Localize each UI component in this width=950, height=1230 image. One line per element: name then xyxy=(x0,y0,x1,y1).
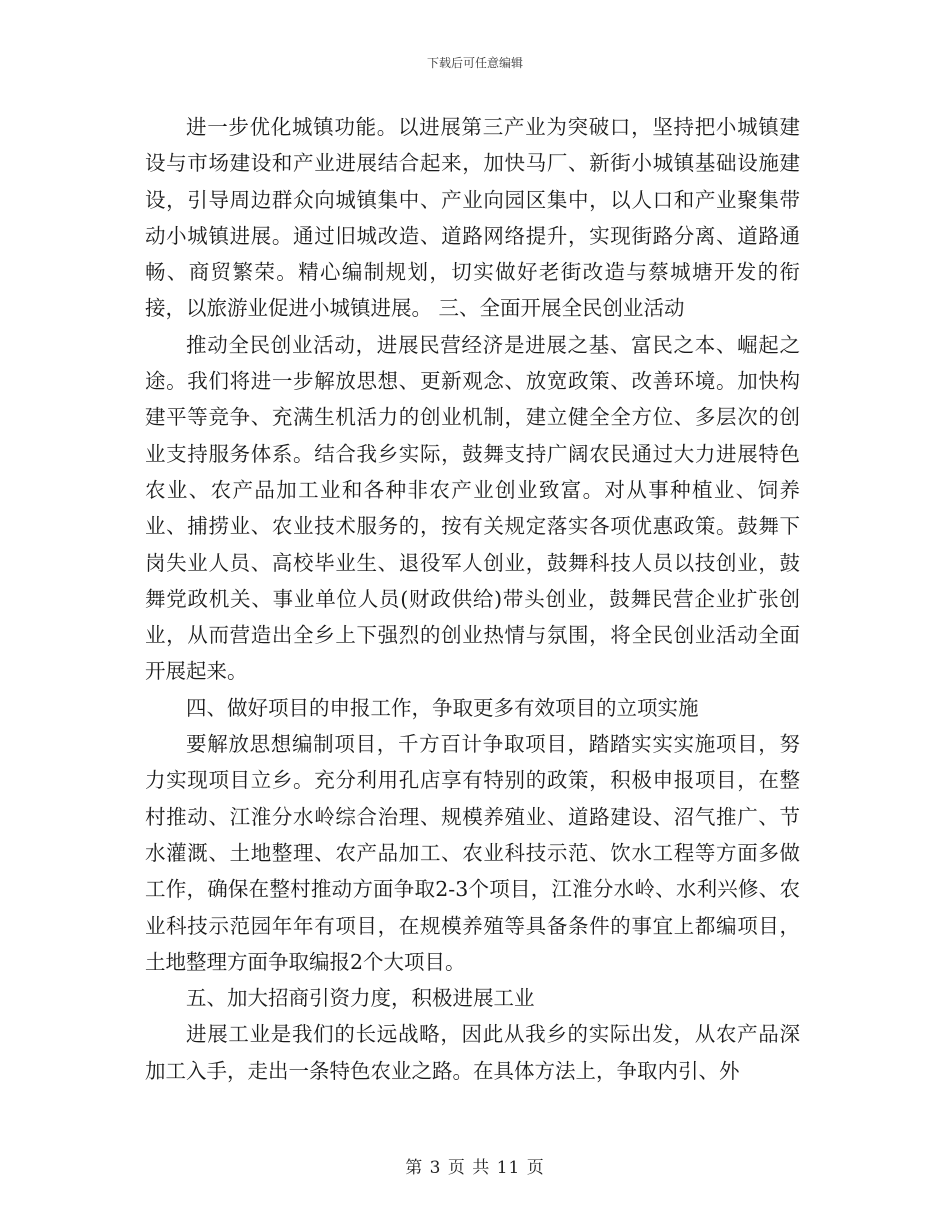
page-number-footer: 第 3 页 共 11 页 xyxy=(405,1158,545,1178)
heading-project-application: 四、做好项目的申报工作，争取更多有效项目的立项实施 xyxy=(186,695,699,720)
paragraph-urban-function: 进一步优化城镇功能。以进展第三产业为突破口，坚持把小城镇建设与市场建设和产业进展结合起来，加快马厂、新街小城镇基础设施建设，引导周边群众向城镇集中、产业向园区集中，以人口和产业聚集带动小城镇进展。通过旧城改造、道路网络提升，实现街路分离、道路通畅、商贸繁荣。精心编制规划，切实做好老街改造与蔡城塘开发的衔接，以旅游业促进小城镇进展。 三、全面开展全民创业活动 xyxy=(145,115,800,321)
paragraph-industry-development: 进展工业是我们的长远战略，因此从我乡的实际出发，从农产品深加工入手，走出一条特色农业之路。在具体方法上，争取内引、外 xyxy=(145,1022,800,1083)
paragraph-entrepreneurship: 推动全民创业活动，进展民营经济是进展之基、富民之本、崛起之途。我们将进一步解放思想、更新观念、放宽政策、改善环境。加快构建平等竞争、充满生机活力的创业机制，建立健全全方位、多层次的创业支持服务体系。结合我乡实际，鼓舞支持广阔农民通过大力进展特色农业、农产品加工业和各种非农产业创业致富。对从事种植业、饲养业、捕捞业、农业技术服务的，按有关规定落实各项优惠政策。鼓舞下岗失业人员、高校毕业生、退役军人创业，鼓舞科技人员以技创业，鼓舞党政机关、事业单位人员(财政供给)带头创业，鼓舞民营企业扩张创业，从而营造出全乡上下强烈的创业热情与氛围，将全民创业活动全面开展起来。 xyxy=(145,332,800,684)
heading-investment-attraction: 五、加大招商引资力度，积极进展工业 xyxy=(186,986,535,1011)
paragraph-project-application: 要解放思想编制项目，千方百计争取项目，踏踏实实实施项目，努力实现项目立乡。充分利用孔店享有特别的政策，积极申报项目，在整村推动、江淮分水岭综合治理、规模养殖业、道路建设、沼气推广、节水灌溉、土地整理、农产品加工、农业科技示范、饮水工程等方面多做工作，确保在整村推动方面争取2-3个项目，江淮分水岭、水利兴修、农业科技示范园年年有项目，在规模养殖等具备条件的事宜上都编项目，土地整理方面争取编报2个大项目。 xyxy=(145,732,800,974)
document-body xyxy=(145,109,800,1089)
page-header-note: 下载后可任意编辑 xyxy=(426,56,523,70)
